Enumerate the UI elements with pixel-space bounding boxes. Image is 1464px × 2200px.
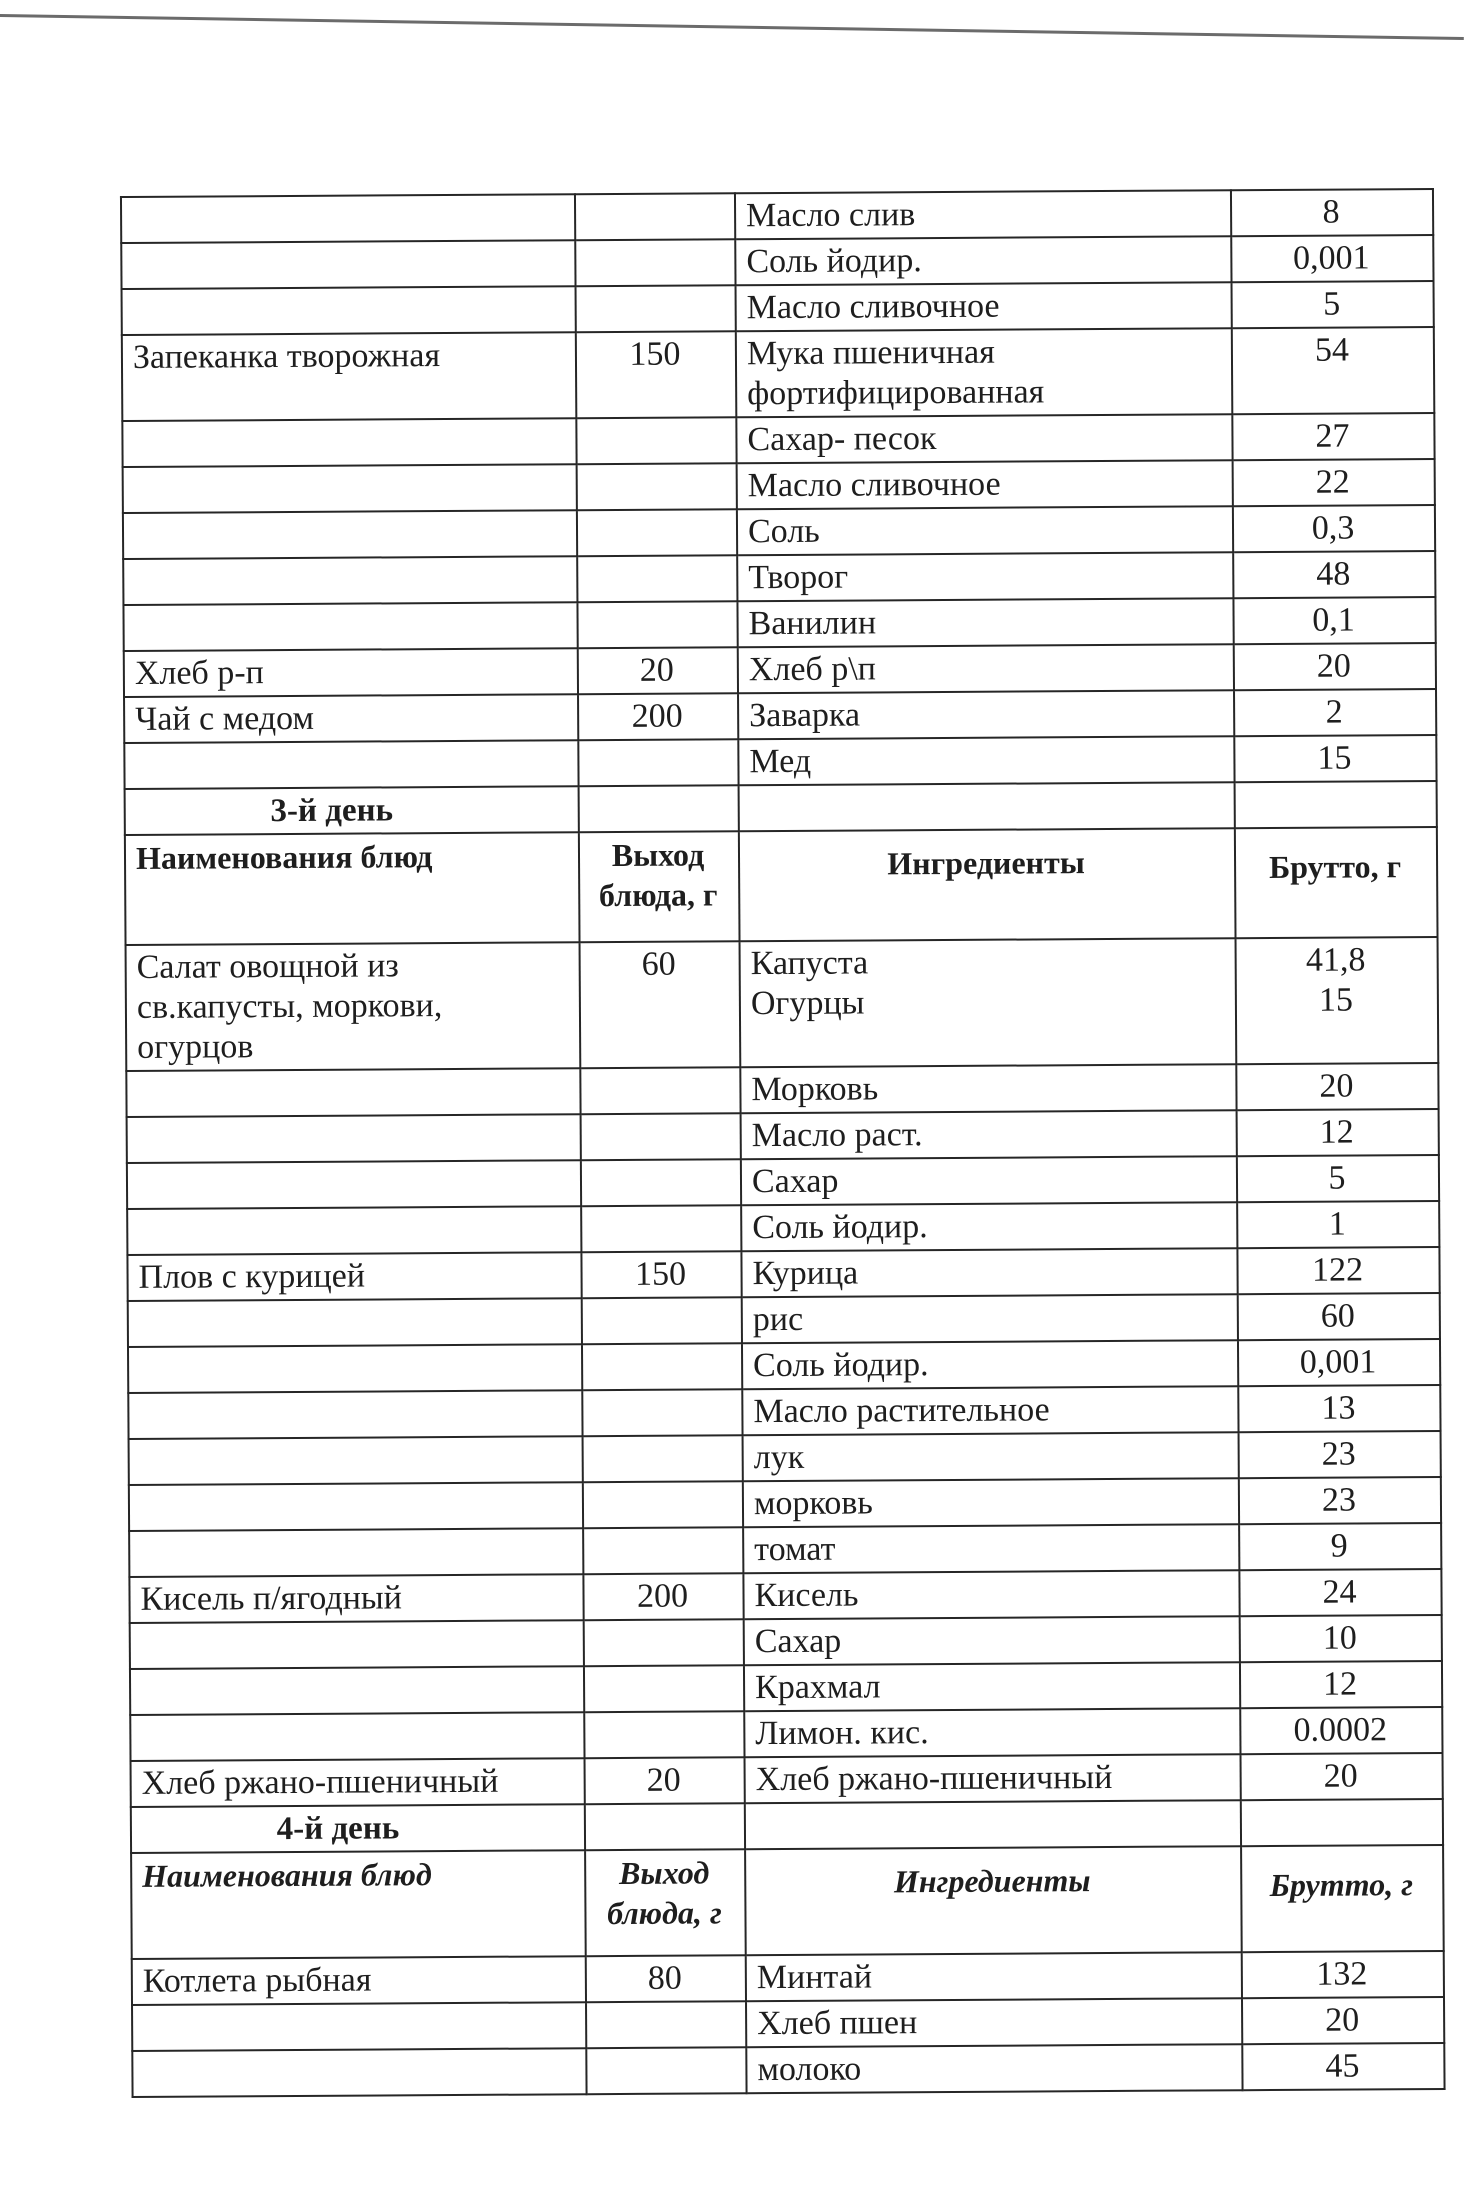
column-header-dish: Наименования блюд bbox=[125, 832, 580, 945]
gross-weight-cell: 20 bbox=[1241, 1753, 1443, 1800]
gross-weight-cell: 13 bbox=[1238, 1385, 1440, 1432]
ingredient-cell: Соль йодир. bbox=[735, 236, 1231, 285]
empty-cell bbox=[745, 1800, 1241, 1849]
table-row bbox=[124, 689, 1436, 743]
gross-weight-cell: 20 bbox=[1242, 1997, 1444, 2044]
table-row bbox=[129, 1431, 1441, 1485]
table-row bbox=[124, 735, 1436, 789]
column-header-output: Выход блюда, г bbox=[579, 831, 740, 942]
ingredient-cell: Ванилин bbox=[737, 598, 1233, 647]
ingredient-cell: Соль йодир. bbox=[741, 1202, 1237, 1251]
gross-weight-cell: 12 bbox=[1237, 1109, 1439, 1156]
gross-weight-cell: 0,001 bbox=[1231, 235, 1433, 282]
dish-output-cell: 150 bbox=[581, 1251, 741, 1298]
dish-output-cell bbox=[582, 1343, 742, 1390]
dish-name-cell bbox=[128, 1298, 582, 1347]
gross-weight-cell: 60 bbox=[1238, 1293, 1440, 1340]
gross-weight-cell: 0.0002 bbox=[1240, 1707, 1442, 1754]
gross-weight-cell: 15 bbox=[1234, 735, 1436, 782]
dish-name-cell bbox=[123, 510, 577, 559]
ingredient-cell: Масло сливочное bbox=[737, 460, 1233, 509]
dish-output-cell bbox=[582, 1389, 742, 1436]
column-header-dish: Наименования блюд bbox=[131, 1850, 586, 1959]
empty-cell bbox=[739, 782, 1235, 831]
gross-weight-cell: 54 bbox=[1232, 327, 1435, 414]
dish-output-cell: 80 bbox=[586, 1955, 746, 2002]
table-row bbox=[130, 1661, 1442, 1715]
dish-output-cell bbox=[581, 1205, 741, 1252]
gross-weight-cell: 0,3 bbox=[1233, 505, 1435, 552]
table-row bbox=[130, 1615, 1442, 1669]
dish-output-cell bbox=[576, 285, 736, 332]
dish-output-cell bbox=[586, 2001, 746, 2048]
dish-name-cell bbox=[130, 1712, 584, 1761]
table-row bbox=[126, 1063, 1438, 1117]
table-body bbox=[121, 189, 1445, 2097]
ingredient-cell: Лимон. кис. bbox=[744, 1708, 1240, 1757]
dish-name-cell bbox=[126, 1068, 580, 1117]
dish-name-cell bbox=[132, 2002, 586, 2051]
dish-output-cell bbox=[586, 2047, 746, 2094]
ingredient-cell: Минтай bbox=[746, 1952, 1242, 2001]
dish-output-cell: 200 bbox=[578, 693, 738, 740]
table-row bbox=[123, 597, 1435, 651]
empty-cell bbox=[585, 1803, 745, 1850]
dish-name-cell bbox=[121, 194, 575, 243]
scan-edge-line bbox=[0, 14, 1464, 40]
ingredient-cell: Масло сливочное bbox=[736, 282, 1232, 331]
gross-weight-cell: 22 bbox=[1233, 459, 1435, 506]
dish-name-cell bbox=[124, 740, 578, 789]
dish-output-cell bbox=[575, 193, 735, 240]
ingredient-cell: томат bbox=[743, 1524, 1239, 1573]
gross-weight-cell: 23 bbox=[1239, 1431, 1441, 1478]
dish-name-cell bbox=[122, 418, 576, 467]
ingredient-cell: Соль йодир. bbox=[742, 1340, 1238, 1389]
dish-output-cell: 60 bbox=[580, 941, 741, 1068]
gross-weight-cell: 12 bbox=[1240, 1661, 1442, 1708]
ingredient-cell: Масло растительное bbox=[742, 1386, 1238, 1435]
table-row bbox=[126, 937, 1439, 1071]
gross-weight-cell: 23 bbox=[1239, 1477, 1441, 1524]
dish-name-cell bbox=[123, 464, 577, 513]
dish-output-cell bbox=[575, 239, 735, 286]
ingredient-cell: Мука пшеничная фортифицированная bbox=[736, 328, 1233, 417]
dish-output-cell bbox=[583, 1527, 743, 1574]
table-row bbox=[127, 1247, 1439, 1301]
table-row bbox=[127, 1155, 1439, 1209]
gross-weight-cell: 5 bbox=[1237, 1155, 1439, 1202]
gross-weight-cell: 20 bbox=[1236, 1063, 1438, 1110]
dish-name-cell bbox=[129, 1482, 583, 1531]
table-row bbox=[132, 2043, 1444, 2097]
table-row bbox=[132, 1951, 1444, 2005]
dish-name-cell: Хлеб р-п bbox=[124, 648, 578, 697]
empty-cell bbox=[579, 785, 739, 832]
gross-weight-cell: 0,1 bbox=[1233, 597, 1435, 644]
dish-name-cell bbox=[122, 286, 576, 335]
column-header-ingredient: Ингредиенты bbox=[739, 828, 1236, 941]
ingredient-cell: Масло слив bbox=[735, 190, 1231, 239]
dish-name-cell bbox=[130, 1666, 584, 1715]
dish-output-cell bbox=[581, 1113, 741, 1160]
table-row bbox=[123, 459, 1435, 513]
table-row bbox=[127, 1201, 1439, 1255]
ingredient-cell: Заварка bbox=[738, 690, 1234, 739]
ingredient-cell: Капуста Огурцы bbox=[740, 938, 1237, 1067]
ingredient-cell: Хлеб ржано-пшеничный bbox=[745, 1754, 1241, 1803]
dish-output-cell bbox=[580, 1067, 740, 1114]
gross-weight-cell: 10 bbox=[1240, 1615, 1442, 1662]
dish-name-cell: Хлеб ржано-пшеничный bbox=[131, 1758, 585, 1807]
ingredient-cell: Масло раст. bbox=[741, 1110, 1237, 1159]
ingredient-cell: Хлеб пшен bbox=[746, 1998, 1242, 2047]
dish-name-cell bbox=[123, 556, 577, 605]
column-header-gross: Брутто, г bbox=[1241, 1845, 1444, 1952]
dish-output-cell bbox=[577, 601, 737, 648]
dish-name-cell bbox=[121, 240, 575, 289]
gross-weight-cell: 1 bbox=[1237, 1201, 1439, 1248]
table-header-row bbox=[125, 827, 1438, 945]
dish-output-cell bbox=[582, 1297, 742, 1344]
ingredient-cell: Морковь bbox=[740, 1064, 1236, 1113]
gross-weight-cell: 2 bbox=[1234, 689, 1436, 736]
dish-name-cell: Кисель п/ягодный bbox=[129, 1574, 583, 1623]
gross-weight-cell: 48 bbox=[1233, 551, 1435, 598]
dish-name-cell bbox=[127, 1114, 581, 1163]
dish-output-cell bbox=[583, 1435, 743, 1482]
gross-weight-cell: 122 bbox=[1237, 1247, 1439, 1294]
gross-weight-cell: 0,001 bbox=[1238, 1339, 1440, 1386]
table-row bbox=[121, 235, 1433, 289]
table-row bbox=[121, 189, 1433, 243]
column-header-gross: Брутто, г bbox=[1235, 827, 1438, 938]
dish-output-cell bbox=[578, 739, 738, 786]
gross-weight-cell: 8 bbox=[1231, 189, 1433, 236]
day-title-row bbox=[131, 1799, 1443, 1853]
table-row bbox=[128, 1339, 1440, 1393]
day-title: 4-й день bbox=[131, 1804, 585, 1853]
dish-name-cell bbox=[130, 1620, 584, 1669]
dish-name-cell: Запеканка творожная bbox=[122, 332, 577, 421]
table-row bbox=[130, 1707, 1442, 1761]
table-row bbox=[131, 1753, 1443, 1807]
empty-cell bbox=[1241, 1799, 1443, 1846]
menu-ingredients-table bbox=[120, 188, 1446, 2098]
dish-name-cell: Чай с медом bbox=[124, 694, 578, 743]
ingredient-cell: Курица bbox=[741, 1248, 1237, 1297]
day-title-row bbox=[125, 781, 1437, 835]
gross-weight-cell: 45 bbox=[1242, 2043, 1444, 2090]
ingredient-cell: Соль bbox=[737, 506, 1233, 555]
table-row bbox=[122, 327, 1435, 421]
dish-output-cell bbox=[584, 1711, 744, 1758]
dish-output-cell bbox=[577, 509, 737, 556]
dish-output-cell bbox=[576, 417, 736, 464]
gross-weight-cell: 41,8 15 bbox=[1236, 937, 1439, 1064]
document-page bbox=[120, 188, 1444, 2176]
gross-weight-cell: 20 bbox=[1234, 643, 1436, 690]
table-row bbox=[122, 281, 1434, 335]
dish-name-cell bbox=[132, 2048, 586, 2097]
table-row bbox=[124, 643, 1436, 697]
table-row bbox=[129, 1523, 1441, 1577]
gross-weight-cell: 24 bbox=[1239, 1569, 1441, 1616]
dish-name-cell bbox=[123, 602, 577, 651]
gross-weight-cell: 9 bbox=[1239, 1523, 1441, 1570]
table-row bbox=[122, 413, 1434, 467]
dish-output-cell bbox=[584, 1665, 744, 1712]
dish-output-cell bbox=[577, 463, 737, 510]
dish-name-cell bbox=[127, 1206, 581, 1255]
ingredient-cell: Кисель bbox=[743, 1570, 1239, 1619]
dish-output-cell: 20 bbox=[578, 647, 738, 694]
ingredient-cell: Крахмал bbox=[744, 1662, 1240, 1711]
column-header-ingredient: Ингредиенты bbox=[745, 1846, 1242, 1955]
day-title: 3-й день bbox=[125, 786, 579, 835]
ingredient-cell: Сахар bbox=[741, 1156, 1237, 1205]
column-header-output: Выход блюда, г bbox=[585, 1849, 746, 1956]
dish-output-cell bbox=[583, 1481, 743, 1528]
ingredient-cell: молоко bbox=[746, 2044, 1242, 2093]
dish-output-cell bbox=[577, 555, 737, 602]
dish-output-cell: 150 bbox=[576, 331, 737, 418]
table-row bbox=[123, 551, 1435, 605]
table-row bbox=[129, 1477, 1441, 1531]
table-row bbox=[132, 1997, 1444, 2051]
dish-name-cell bbox=[128, 1390, 582, 1439]
ingredient-cell: Мед bbox=[738, 736, 1234, 785]
dish-output-cell: 20 bbox=[585, 1757, 745, 1804]
dish-output-cell bbox=[581, 1159, 741, 1206]
ingredient-cell: рис bbox=[742, 1294, 1238, 1343]
ingredient-cell: Хлеб р\п bbox=[738, 644, 1234, 693]
table-row bbox=[129, 1569, 1441, 1623]
dish-name-cell bbox=[127, 1160, 581, 1209]
dish-name-cell: Салат овощной из св.капусты, моркови, огурцов bbox=[126, 942, 581, 1071]
ingredient-cell: лук bbox=[743, 1432, 1239, 1481]
dish-name-cell bbox=[129, 1436, 583, 1485]
dish-name-cell: Котлета рыбная bbox=[132, 1956, 586, 2005]
dish-output-cell bbox=[584, 1619, 744, 1666]
table-row bbox=[127, 1109, 1439, 1163]
table-row bbox=[128, 1385, 1440, 1439]
dish-name-cell bbox=[129, 1528, 583, 1577]
empty-cell bbox=[1235, 781, 1437, 828]
gross-weight-cell: 5 bbox=[1232, 281, 1434, 328]
ingredient-cell: Сахар bbox=[744, 1616, 1240, 1665]
ingredient-cell: Сахар- песок bbox=[736, 414, 1232, 463]
dish-output-cell: 200 bbox=[583, 1573, 743, 1620]
gross-weight-cell: 27 bbox=[1232, 413, 1434, 460]
ingredient-cell: Творог bbox=[737, 552, 1233, 601]
table-row bbox=[128, 1293, 1440, 1347]
table-header-row bbox=[131, 1845, 1444, 1959]
ingredient-cell: морковь bbox=[743, 1478, 1239, 1527]
dish-name-cell: Плов с курицей bbox=[127, 1252, 581, 1301]
table-row bbox=[123, 505, 1435, 559]
gross-weight-cell: 132 bbox=[1242, 1951, 1444, 1998]
dish-name-cell bbox=[128, 1344, 582, 1393]
